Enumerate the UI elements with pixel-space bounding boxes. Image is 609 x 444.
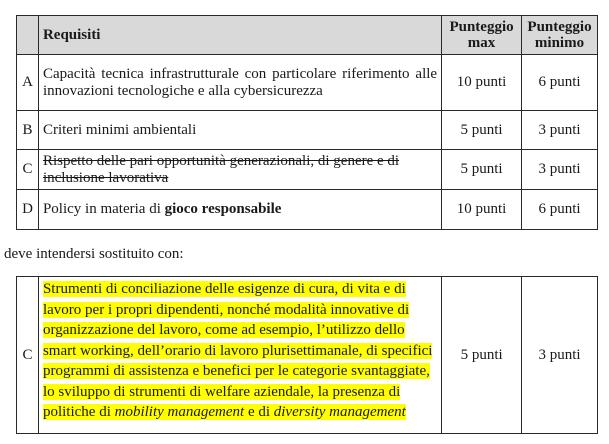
- header-punteggio-max: Punteggio max: [442, 16, 522, 55]
- row-letter: D: [17, 190, 39, 230]
- replacement-table: [16, 276, 598, 434]
- row-description: Capacità tecnica infrastrutturale con particolare riferimento alle innovazioni tecnologiche e alla cybersicurezza: [38, 55, 441, 111]
- requirements-table: [16, 15, 598, 230]
- row-letter: C: [17, 277, 39, 434]
- replacement-intro: deve intendersi sostituito con:: [4, 246, 184, 262]
- table-row: [17, 111, 598, 150]
- row-letter: A: [17, 55, 39, 111]
- row-max-score: 5 punti: [442, 111, 522, 150]
- header-requisiti: Requisiti: [38, 16, 441, 55]
- row-min-score: 3 punti: [522, 277, 598, 434]
- row-min-score: 6 punti: [522, 55, 598, 111]
- table-row-struck: [17, 150, 598, 190]
- row-letter: C: [17, 150, 39, 190]
- row-max-score: 5 punti: [442, 277, 522, 434]
- header-letter-cell: [17, 16, 39, 55]
- row-description: Policy in materia di gioco responsabile: [38, 190, 441, 230]
- row-max-score: 10 punti: [442, 190, 522, 230]
- row-min-score: 3 punti: [522, 111, 598, 150]
- row-description-highlighted: [38, 277, 441, 434]
- table-row: [17, 55, 598, 111]
- header-punteggio-minimo: Punteggio minimo: [522, 16, 598, 55]
- row-description-struck: [38, 150, 441, 190]
- row-max-score: 5 punti: [442, 150, 522, 190]
- struck-text: Rispetto delle pari opportunità generazionali, di genere e di inclusione lavorativa: [42, 152, 400, 186]
- row-max-score: 10 punti: [442, 55, 522, 111]
- bold-term: gioco responsabile: [164, 201, 282, 217]
- table-header-row: [17, 16, 598, 55]
- row-description: Criteri minimi ambientali: [38, 111, 441, 150]
- table-row: [17, 190, 598, 230]
- row-min-score: 3 punti: [522, 150, 598, 190]
- highlighted-text: Strumenti di conciliazione delle esigenze di cura, di vita e di lavoro per i propri dipendenti, nonché modalità innovative di organizzazione del lavoro, come ad esempio, l’utilizzo dello smart working, dell’orario di lavoro plurisettimanale, di specifici programmi di assistenza e benefici per le categorie svantaggiate, lo sviluppo di strumenti di welfare aziendale, la presenza di politiche di mobility management e di diversity management: [42, 281, 433, 420]
- row-min-score: 6 punti: [522, 190, 598, 230]
- table-row: [17, 277, 598, 434]
- row-letter: B: [17, 111, 39, 150]
